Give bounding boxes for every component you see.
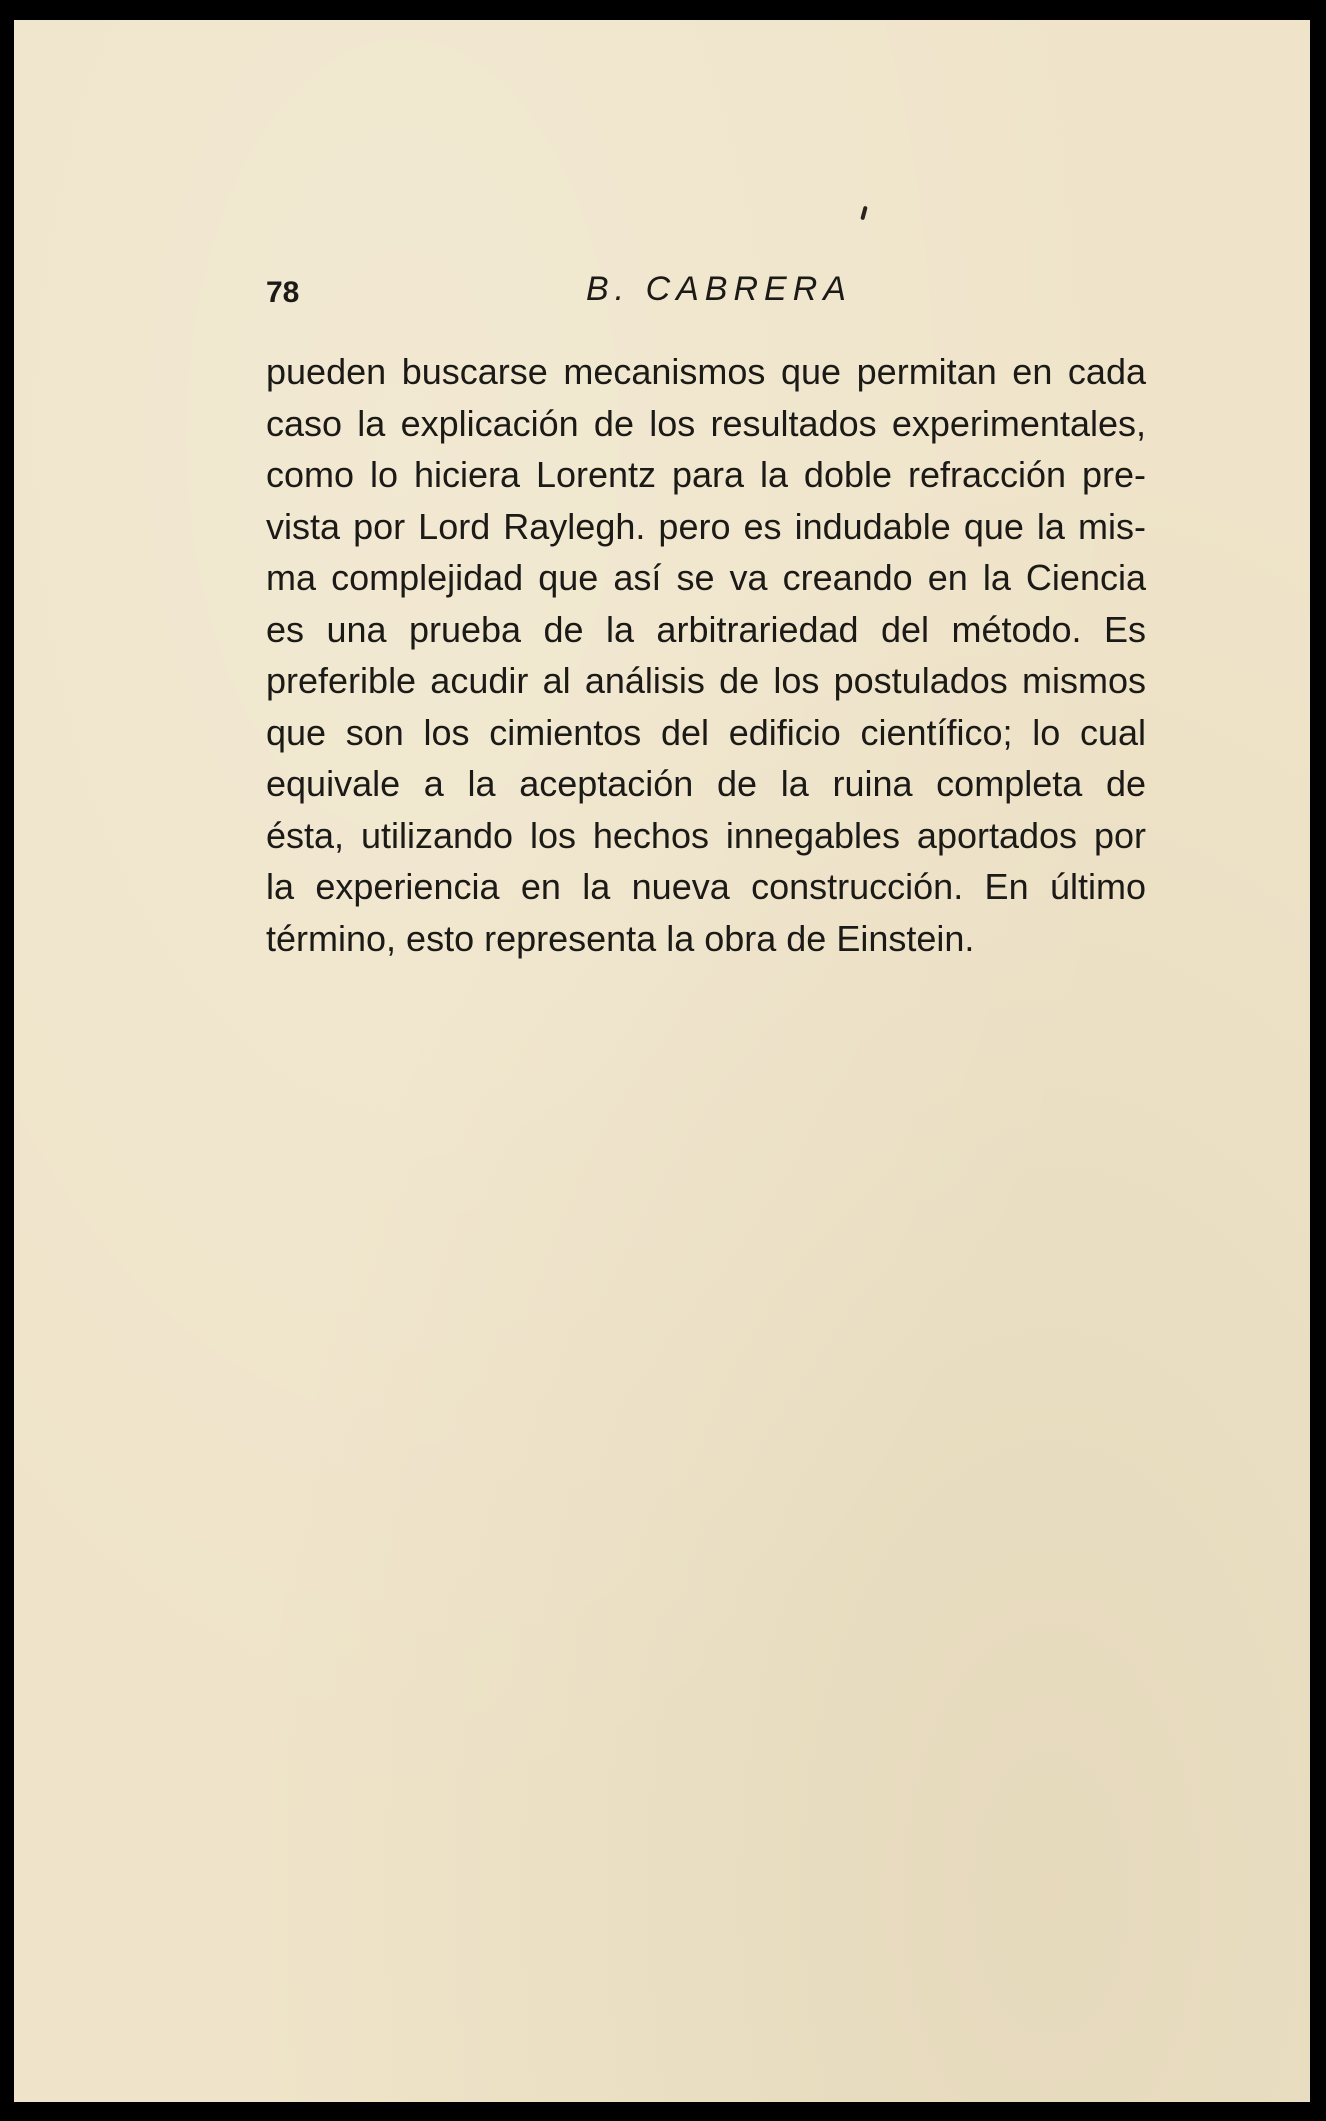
- body-paragraph: [266, 346, 1146, 964]
- page-header: [266, 270, 1146, 320]
- ink-speck: [860, 206, 867, 221]
- text-line: preferible acudir al análisis de los postulados mismos: [266, 660, 1146, 701]
- running-head: B. CABRERA: [586, 270, 852, 308]
- text-line: ma complejidad que así se va creando en la Ciencia: [266, 557, 1146, 598]
- text-line: pueden buscarse mecanismos que permitan en cada: [266, 351, 1146, 392]
- text-line: caso la explicación de los resultados experimentales,: [266, 402, 1146, 444]
- text-line: vista por Lord Raylegh. pero es indudable que la mis-: [266, 505, 1146, 547]
- text-line: equivale a la aceptación de la ruina completa de: [266, 763, 1146, 804]
- page-number: 78: [266, 276, 300, 309]
- book-page: [14, 20, 1310, 2102]
- text-line: la experiencia en la nueva construcción. En último: [266, 866, 1146, 907]
- text-line: ésta, utilizando los hechos innegables aportados por: [266, 814, 1146, 856]
- text-line: es una prueba de la arbitrariedad del método. Es: [266, 608, 1146, 650]
- text-line: como lo hiciera Lorentz para la doble refracción pre-: [266, 454, 1146, 495]
- text-line: que son los cimientos del edificio científico; lo cual: [266, 711, 1146, 753]
- text-line: término, esto representa la obra de Einstein.: [266, 917, 975, 959]
